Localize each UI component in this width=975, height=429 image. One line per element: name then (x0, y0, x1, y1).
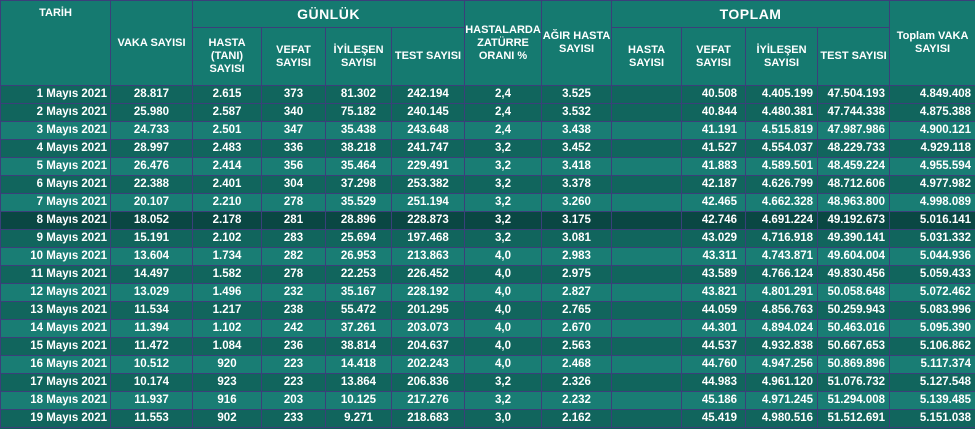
cell-total-recovered: 4.626.799 (746, 176, 818, 194)
cell-total-deaths: 44.983 (682, 374, 746, 392)
cell-critical-patients: 2.326 (542, 374, 612, 392)
cell-daily-deaths: 336 (262, 140, 326, 158)
cell-daily-deaths: 340 (262, 104, 326, 122)
cell-daily-tests: 242.194 (392, 86, 465, 104)
cell-total-deaths: 44.537 (682, 338, 746, 356)
cell-daily-recovered: 35.438 (326, 122, 392, 140)
cell-date: 6 Mayıs 2021 (1, 176, 111, 194)
cell-case-count: 14.497 (111, 266, 193, 284)
cell-daily-recovered: 38.814 (326, 338, 392, 356)
cell-daily-patients: 2.401 (193, 176, 262, 194)
cell-total-tests: 50.259.943 (818, 302, 890, 320)
cell-total-deaths: 45.186 (682, 392, 746, 410)
table-row (1, 284, 975, 302)
cell-daily-tests: 253.382 (392, 176, 465, 194)
cell-total-tests: 49.830.456 (818, 266, 890, 284)
cell-total-patients (612, 374, 682, 392)
cell-pneumonia-rate: 3,0 (465, 410, 542, 428)
table-row (1, 158, 975, 176)
cell-case-count: 28.997 (111, 140, 193, 158)
cell-daily-tests: 218.683 (392, 410, 465, 428)
cell-daily-deaths: 282 (262, 248, 326, 266)
cell-critical-patients: 3.532 (542, 104, 612, 122)
cell-total-tests: 50.869.896 (818, 356, 890, 374)
cell-pneumonia-rate: 3,2 (465, 176, 542, 194)
table-row (1, 104, 975, 122)
cell-daily-patients: 2.483 (193, 140, 262, 158)
header-total-recovered: İYİLEŞEN SAYISI (746, 28, 818, 86)
cell-pneumonia-rate: 3,2 (465, 230, 542, 248)
cell-daily-patients: 2.587 (193, 104, 262, 122)
cell-pneumonia-rate: 2,4 (465, 122, 542, 140)
cell-total-patients (612, 194, 682, 212)
cell-critical-patients: 3.260 (542, 194, 612, 212)
cell-daily-deaths: 233 (262, 410, 326, 428)
cell-total-patients (612, 410, 682, 428)
cell-case-count: 13.029 (111, 284, 193, 302)
cell-total-tests: 50.058.648 (818, 284, 890, 302)
cell-daily-deaths: 304 (262, 176, 326, 194)
table-row (1, 140, 975, 158)
cell-critical-patients: 2.468 (542, 356, 612, 374)
cell-daily-deaths: 223 (262, 374, 326, 392)
cell-total-patients (612, 158, 682, 176)
cell-total-recovered: 4.766.124 (746, 266, 818, 284)
cell-total-patients (612, 122, 682, 140)
table-row (1, 392, 975, 410)
table-row (1, 338, 975, 356)
cell-date: 4 Mayıs 2021 (1, 140, 111, 158)
cell-total-tests: 50.667.653 (818, 338, 890, 356)
cell-date: 16 Mayıs 2021 (1, 356, 111, 374)
cell-case-count: 11.394 (111, 320, 193, 338)
table-header (1, 1, 975, 86)
cell-total-tests: 47.744.338 (818, 104, 890, 122)
cell-case-count: 13.604 (111, 248, 193, 266)
cell-daily-recovered: 25.694 (326, 230, 392, 248)
header-daily-recovered: İYİLEŞEN SAYISI (326, 28, 392, 86)
cell-total-patients (612, 248, 682, 266)
cell-critical-patients: 3.081 (542, 230, 612, 248)
cell-pneumonia-rate: 2,4 (465, 104, 542, 122)
cell-critical-patients: 3.525 (542, 86, 612, 104)
cell-daily-patients: 920 (193, 356, 262, 374)
cell-daily-recovered: 81.302 (326, 86, 392, 104)
cell-daily-patients: 1.734 (193, 248, 262, 266)
cell-total-cases: 5.072.462 (890, 284, 975, 302)
cell-daily-patients: 2.178 (193, 212, 262, 230)
cell-total-cases: 5.095.390 (890, 320, 975, 338)
cell-pneumonia-rate: 4,0 (465, 356, 542, 374)
cell-daily-tests: 201.295 (392, 302, 465, 320)
cell-critical-patients: 2.827 (542, 284, 612, 302)
cell-total-recovered: 4.716.918 (746, 230, 818, 248)
cell-total-recovered: 4.405.199 (746, 86, 818, 104)
cell-daily-recovered: 22.253 (326, 266, 392, 284)
cell-daily-tests: 243.648 (392, 122, 465, 140)
cell-case-count: 11.553 (111, 410, 193, 428)
cell-case-count: 15.191 (111, 230, 193, 248)
cell-critical-patients: 3.418 (542, 158, 612, 176)
cell-critical-patients: 2.975 (542, 266, 612, 284)
cell-pneumonia-rate: 4,0 (465, 266, 542, 284)
cell-date: 17 Mayıs 2021 (1, 374, 111, 392)
cell-daily-tests: 228.873 (392, 212, 465, 230)
cell-daily-patients: 1.084 (193, 338, 262, 356)
cell-date: 11 Mayıs 2021 (1, 266, 111, 284)
header-total-patients: HASTA SAYISI (612, 28, 682, 86)
cell-daily-deaths: 236 (262, 338, 326, 356)
cell-daily-patients: 2.102 (193, 230, 262, 248)
cell-pneumonia-rate: 4,0 (465, 284, 542, 302)
cell-daily-patients: 916 (193, 392, 262, 410)
cell-critical-patients: 2.232 (542, 392, 612, 410)
cell-pneumonia-rate: 3,2 (465, 158, 542, 176)
header-pneumonia-rate: HASTALARDA ZATÜRRE ORANI % (465, 1, 542, 86)
cell-daily-recovered: 10.125 (326, 392, 392, 410)
header-critical-patients: AĞIR HASTA SAYISI (542, 1, 612, 86)
cell-total-tests: 48.459.224 (818, 158, 890, 176)
cell-total-patients (612, 86, 682, 104)
cell-total-patients (612, 338, 682, 356)
cell-daily-recovered: 14.418 (326, 356, 392, 374)
cell-total-cases: 4.900.121 (890, 122, 975, 140)
cell-total-patients (612, 212, 682, 230)
cell-daily-tests: 204.637 (392, 338, 465, 356)
table-row (1, 266, 975, 284)
table-row (1, 356, 975, 374)
cell-pneumonia-rate: 2,4 (465, 86, 542, 104)
cell-daily-tests: 197.468 (392, 230, 465, 248)
header-date: TARİH (1, 1, 111, 86)
cell-daily-tests: 203.073 (392, 320, 465, 338)
cell-total-patients (612, 302, 682, 320)
header-total-tests: TEST SAYISI (818, 28, 890, 86)
cell-case-count: 26.476 (111, 158, 193, 176)
cell-date: 1 Mayıs 2021 (1, 86, 111, 104)
cell-daily-recovered: 35.167 (326, 284, 392, 302)
cell-total-deaths: 43.311 (682, 248, 746, 266)
cell-total-deaths: 41.527 (682, 140, 746, 158)
cell-date: 13 Mayıs 2021 (1, 302, 111, 320)
cell-daily-recovered: 9.271 (326, 410, 392, 428)
cell-date: 18 Mayıs 2021 (1, 392, 111, 410)
cell-daily-tests: 228.192 (392, 284, 465, 302)
cell-daily-recovered: 75.182 (326, 104, 392, 122)
cell-daily-deaths: 242 (262, 320, 326, 338)
cell-daily-deaths: 203 (262, 392, 326, 410)
cell-daily-patients: 1.102 (193, 320, 262, 338)
cell-total-tests: 49.192.673 (818, 212, 890, 230)
cell-daily-patients: 923 (193, 374, 262, 392)
cell-total-deaths: 44.059 (682, 302, 746, 320)
cell-daily-recovered: 28.896 (326, 212, 392, 230)
table-row (1, 230, 975, 248)
cell-date: 19 Mayıs 2021 (1, 410, 111, 428)
cell-total-recovered: 4.894.024 (746, 320, 818, 338)
cell-daily-recovered: 55.472 (326, 302, 392, 320)
cell-total-recovered: 4.932.838 (746, 338, 818, 356)
header-total-cases: Toplam VAKA SAYISI (890, 1, 975, 86)
cell-pneumonia-rate: 3,2 (465, 212, 542, 230)
cell-total-recovered: 4.515.819 (746, 122, 818, 140)
cell-total-patients (612, 284, 682, 302)
cell-daily-deaths: 283 (262, 230, 326, 248)
cell-daily-deaths: 238 (262, 302, 326, 320)
cell-total-deaths: 40.508 (682, 86, 746, 104)
cell-critical-patients: 3.452 (542, 140, 612, 158)
cell-pneumonia-rate: 4,0 (465, 338, 542, 356)
cell-pneumonia-rate: 3,2 (465, 392, 542, 410)
cell-total-cases: 4.849.408 (890, 86, 975, 104)
cell-daily-deaths: 356 (262, 158, 326, 176)
cell-total-cases: 4.955.594 (890, 158, 975, 176)
cell-total-recovered: 4.856.763 (746, 302, 818, 320)
cell-date: 9 Mayıs 2021 (1, 230, 111, 248)
cell-daily-tests: 229.491 (392, 158, 465, 176)
cell-total-cases: 5.031.332 (890, 230, 975, 248)
cell-daily-patients: 902 (193, 410, 262, 428)
cell-daily-tests: 213.863 (392, 248, 465, 266)
cell-total-patients (612, 104, 682, 122)
cell-pneumonia-rate: 4,0 (465, 320, 542, 338)
cell-total-deaths: 42.187 (682, 176, 746, 194)
cell-daily-deaths: 232 (262, 284, 326, 302)
cell-total-recovered: 4.961.120 (746, 374, 818, 392)
cell-daily-tests: 241.747 (392, 140, 465, 158)
cell-total-cases: 5.117.374 (890, 356, 975, 374)
cell-daily-recovered: 26.953 (326, 248, 392, 266)
cell-daily-tests: 251.194 (392, 194, 465, 212)
cell-total-deaths: 42.465 (682, 194, 746, 212)
cell-critical-patients: 2.162 (542, 410, 612, 428)
cell-daily-deaths: 223 (262, 356, 326, 374)
cell-total-recovered: 4.662.328 (746, 194, 818, 212)
table-row (1, 320, 975, 338)
cell-daily-patients: 2.414 (193, 158, 262, 176)
cell-total-deaths: 44.760 (682, 356, 746, 374)
cell-date: 10 Mayıs 2021 (1, 248, 111, 266)
cell-daily-recovered: 37.298 (326, 176, 392, 194)
cell-date: 7 Mayıs 2021 (1, 194, 111, 212)
cell-pneumonia-rate: 4,0 (465, 248, 542, 266)
cell-total-deaths: 40.844 (682, 104, 746, 122)
cell-daily-recovered: 13.864 (326, 374, 392, 392)
cell-total-tests: 48.229.733 (818, 140, 890, 158)
cell-total-tests: 50.463.016 (818, 320, 890, 338)
cell-date: 14 Mayıs 2021 (1, 320, 111, 338)
cell-total-cases: 5.106.862 (890, 338, 975, 356)
cell-case-count: 22.388 (111, 176, 193, 194)
cell-total-cases: 4.929.118 (890, 140, 975, 158)
cell-daily-deaths: 373 (262, 86, 326, 104)
header-total-deaths: VEFAT SAYISI (682, 28, 746, 86)
cell-pneumonia-rate: 4,0 (465, 302, 542, 320)
cell-case-count: 28.817 (111, 86, 193, 104)
cell-case-count: 11.534 (111, 302, 193, 320)
cell-total-cases: 5.059.433 (890, 266, 975, 284)
cell-total-cases: 4.977.982 (890, 176, 975, 194)
cell-total-recovered: 4.589.501 (746, 158, 818, 176)
cell-daily-recovered: 37.261 (326, 320, 392, 338)
header-case-count: VAKA SAYISI (111, 1, 193, 86)
cell-daily-patients: 1.582 (193, 266, 262, 284)
cell-daily-patients: 1.496 (193, 284, 262, 302)
table-row (1, 410, 975, 428)
cell-total-cases: 4.998.089 (890, 194, 975, 212)
cell-total-cases: 5.044.936 (890, 248, 975, 266)
cell-daily-patients: 1.217 (193, 302, 262, 320)
cell-pneumonia-rate: 3,2 (465, 140, 542, 158)
cell-total-recovered: 4.947.256 (746, 356, 818, 374)
cell-date: 15 Mayıs 2021 (1, 338, 111, 356)
cell-total-patients (612, 266, 682, 284)
cell-daily-tests: 217.276 (392, 392, 465, 410)
table-row (1, 302, 975, 320)
cell-total-deaths: 43.029 (682, 230, 746, 248)
cell-date: 8 Mayıs 2021 (1, 212, 111, 230)
cell-total-cases: 5.016.141 (890, 212, 975, 230)
cell-total-patients (612, 176, 682, 194)
cell-daily-tests: 240.145 (392, 104, 465, 122)
cell-daily-recovered: 35.529 (326, 194, 392, 212)
table-row (1, 374, 975, 392)
header-daily-patients: HASTA (TANI) SAYISI (193, 28, 262, 86)
cell-total-deaths: 41.883 (682, 158, 746, 176)
cell-critical-patients: 2.983 (542, 248, 612, 266)
cell-total-recovered: 4.691.224 (746, 212, 818, 230)
cell-total-tests: 51.512.691 (818, 410, 890, 428)
cell-total-patients (612, 230, 682, 248)
cell-total-tests: 49.390.141 (818, 230, 890, 248)
cell-total-patients (612, 320, 682, 338)
cell-total-tests: 51.294.008 (818, 392, 890, 410)
table-row (1, 212, 975, 230)
cell-total-patients (612, 356, 682, 374)
table-row (1, 86, 975, 104)
cell-total-cases: 4.875.388 (890, 104, 975, 122)
cell-total-deaths: 43.821 (682, 284, 746, 302)
cell-total-tests: 49.604.004 (818, 248, 890, 266)
cell-total-patients (612, 140, 682, 158)
header-group-daily: GÜNLÜK (193, 1, 465, 28)
cell-date: 5 Mayıs 2021 (1, 158, 111, 176)
cell-total-deaths: 44.301 (682, 320, 746, 338)
cell-daily-deaths: 347 (262, 122, 326, 140)
cell-daily-patients: 2.615 (193, 86, 262, 104)
cell-total-tests: 48.963.800 (818, 194, 890, 212)
cell-total-cases: 5.139.485 (890, 392, 975, 410)
cell-case-count: 24.733 (111, 122, 193, 140)
cell-total-tests: 51.076.732 (818, 374, 890, 392)
cell-daily-deaths: 281 (262, 212, 326, 230)
cell-critical-patients: 2.563 (542, 338, 612, 356)
table-row (1, 194, 975, 212)
cell-daily-patients: 2.210 (193, 194, 262, 212)
cell-total-deaths: 45.419 (682, 410, 746, 428)
cell-case-count: 18.052 (111, 212, 193, 230)
cell-case-count: 11.937 (111, 392, 193, 410)
cell-total-recovered: 4.971.245 (746, 392, 818, 410)
cell-total-cases: 5.083.996 (890, 302, 975, 320)
cell-total-recovered: 4.554.037 (746, 140, 818, 158)
cell-total-tests: 47.987.986 (818, 122, 890, 140)
cell-date: 2 Mayıs 2021 (1, 104, 111, 122)
cell-daily-patients: 2.501 (193, 122, 262, 140)
cell-critical-patients: 2.670 (542, 320, 612, 338)
cell-total-recovered: 4.980.516 (746, 410, 818, 428)
cell-total-recovered: 4.801.291 (746, 284, 818, 302)
cell-total-tests: 47.504.193 (818, 86, 890, 104)
cell-total-recovered: 4.743.871 (746, 248, 818, 266)
cell-date: 12 Mayıs 2021 (1, 284, 111, 302)
cell-daily-recovered: 38.218 (326, 140, 392, 158)
cell-daily-tests: 226.452 (392, 266, 465, 284)
cell-total-deaths: 41.191 (682, 122, 746, 140)
cell-pneumonia-rate: 3,2 (465, 194, 542, 212)
table-row (1, 122, 975, 140)
cell-total-deaths: 42.746 (682, 212, 746, 230)
cell-daily-tests: 206.836 (392, 374, 465, 392)
cell-daily-tests: 202.243 (392, 356, 465, 374)
cell-daily-recovered: 35.464 (326, 158, 392, 176)
cell-total-recovered: 4.480.381 (746, 104, 818, 122)
header-daily-deaths: VEFAT SAYISI (262, 28, 326, 86)
cell-daily-deaths: 278 (262, 266, 326, 284)
table-row (1, 248, 975, 266)
cell-pneumonia-rate: 3,2 (465, 374, 542, 392)
cell-case-count: 10.512 (111, 356, 193, 374)
cell-case-count: 10.174 (111, 374, 193, 392)
cell-total-cases: 5.127.548 (890, 374, 975, 392)
cell-critical-patients: 3.175 (542, 212, 612, 230)
table-row (1, 176, 975, 194)
cell-total-cases: 5.151.038 (890, 410, 975, 428)
cell-critical-patients: 2.765 (542, 302, 612, 320)
cell-total-patients (612, 392, 682, 410)
header-daily-tests: TEST SAYISI (392, 28, 465, 86)
cell-daily-deaths: 278 (262, 194, 326, 212)
table-body (1, 86, 975, 428)
cell-case-count: 11.472 (111, 338, 193, 356)
cell-case-count: 20.107 (111, 194, 193, 212)
cell-date: 3 Mayıs 2021 (1, 122, 111, 140)
header-group-total: TOPLAM (612, 1, 890, 28)
cell-total-tests: 48.712.606 (818, 176, 890, 194)
cell-critical-patients: 3.438 (542, 122, 612, 140)
cell-case-count: 25.980 (111, 104, 193, 122)
cell-total-deaths: 43.589 (682, 266, 746, 284)
cell-critical-patients: 3.378 (542, 176, 612, 194)
